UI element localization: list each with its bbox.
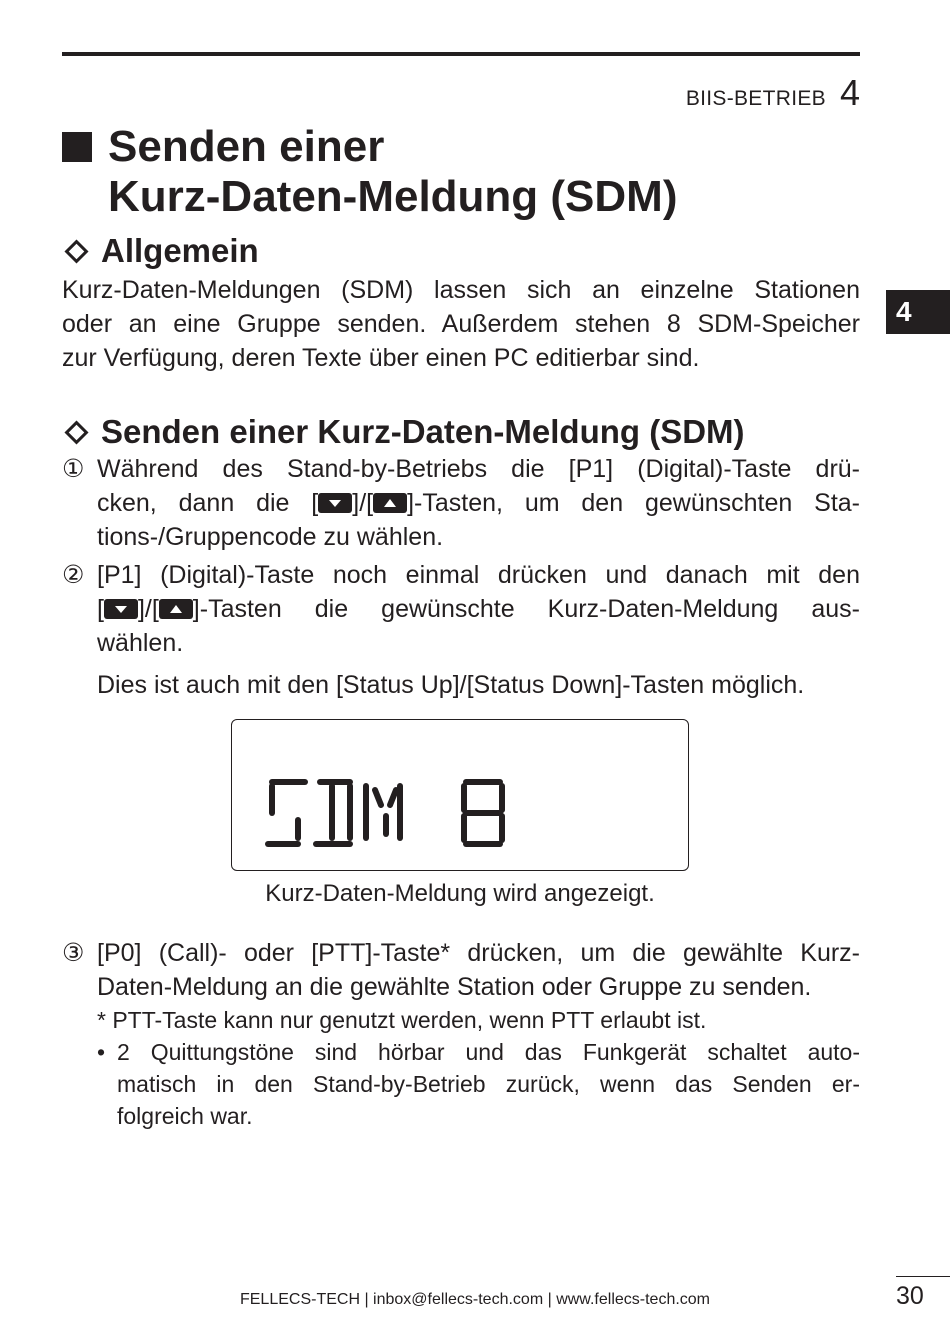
step-line: Während des Stand-by-Betriebs die [P1] (Digital)-Taste drü- — [97, 455, 860, 483]
running-head — [686, 72, 860, 114]
up-key-icon — [159, 599, 193, 619]
step-line: Dies ist auch mit den [Status Up]/[Status Down]-Tasten möglich. — [97, 671, 805, 699]
title-line-1: Senden einer — [108, 122, 385, 171]
footer-contact: FELLECS-TECH | inbox@fellecs-tech.com | www.fellecs-tech.com — [239, 1291, 711, 1308]
step-2 — [62, 558, 860, 702]
bullet-line: 2 Quittungstöne sind hörbar und das Funkgerät schaltet auto- — [117, 1039, 860, 1065]
up-key-icon — [373, 493, 407, 513]
procedure-heading-text: Senden einer Kurz-Daten-Meldung (SDM) — [101, 413, 745, 450]
step-1 — [62, 452, 860, 554]
paragraph-line: Kurz-Daten-Meldungen (SDM) lassen sich an einzelne Stationen — [62, 276, 860, 304]
down-key-icon — [318, 493, 352, 513]
step-line: [P0] (Call)- oder [PTT]-Taste* drücken, um die gewählte Kurz- — [97, 939, 860, 967]
general-heading — [62, 232, 259, 270]
bullet-icon: • — [97, 1039, 106, 1065]
lcd-display — [231, 719, 689, 871]
step-text: ]/[ — [137, 595, 159, 623]
step-text: ]-Tasten, um den gewünschten Sta- — [407, 489, 861, 517]
black-square-icon — [62, 132, 92, 162]
top-rule — [62, 52, 860, 56]
lcd-segment-readout — [232, 720, 687, 869]
down-key-icon — [104, 599, 138, 619]
step-line: [P1] (Digital)-Taste noch einmal drücken und danach mit den — [97, 561, 860, 589]
title-line-2: Kurz-Daten-Meldung (SDM) — [108, 172, 678, 221]
section-name: BIIS-BETRIEB — [685, 87, 826, 110]
ptt-footnote — [97, 1004, 860, 1036]
step-number: ① — [62, 455, 85, 483]
step-line-with-keys — [97, 486, 860, 520]
step-text: [ — [97, 595, 104, 623]
general-paragraph — [62, 273, 860, 375]
step-line: Daten-Meldung an die gewählte Station oder Gruppe zu senden. — [97, 973, 812, 1001]
procedure-heading — [62, 413, 745, 451]
bullet-line: folgreich war. — [117, 1103, 253, 1129]
step-line-with-keys — [97, 592, 860, 626]
step-text: ]/[ — [352, 489, 374, 517]
paragraph-line: zur Verfügung, deren Texte über einen PC editierbar sind. — [62, 344, 700, 372]
step-text: ]-Tasten die gewünschte Kurz-Daten-Meldung aus- — [192, 595, 860, 623]
step-number: ② — [62, 561, 85, 589]
bullet-line: matisch in den Stand-by-Betrieb zurück, wenn das Senden er- — [117, 1071, 860, 1097]
step-line: tions-/Gruppencode zu wählen. — [97, 523, 444, 551]
page-title — [62, 122, 678, 222]
step-3 — [62, 936, 860, 1004]
lcd-caption: Kurz-Daten-Meldung wird angezeigt. — [265, 880, 655, 907]
page-number: 30 — [896, 1282, 924, 1310]
step-text: cken, dann die [ — [97, 489, 319, 517]
diamond-icon — [64, 239, 88, 263]
diamond-icon — [64, 420, 88, 444]
chapter-number: 4 — [839, 72, 860, 113]
footnote-text: * PTT-Taste kann nur genutzt werden, wenn PTT erlaubt ist. — [97, 1007, 707, 1033]
general-heading-text: Allgemein — [101, 232, 259, 269]
chapter-tab: 4 — [886, 290, 950, 334]
page-number-rule — [896, 1276, 950, 1277]
bullet-note — [97, 1036, 860, 1132]
step-number: ③ — [62, 939, 85, 967]
paragraph-line: oder an eine Gruppe senden. Außerdem stehen 8 SDM-Speicher — [62, 310, 860, 338]
step-line: wählen. — [97, 629, 184, 657]
